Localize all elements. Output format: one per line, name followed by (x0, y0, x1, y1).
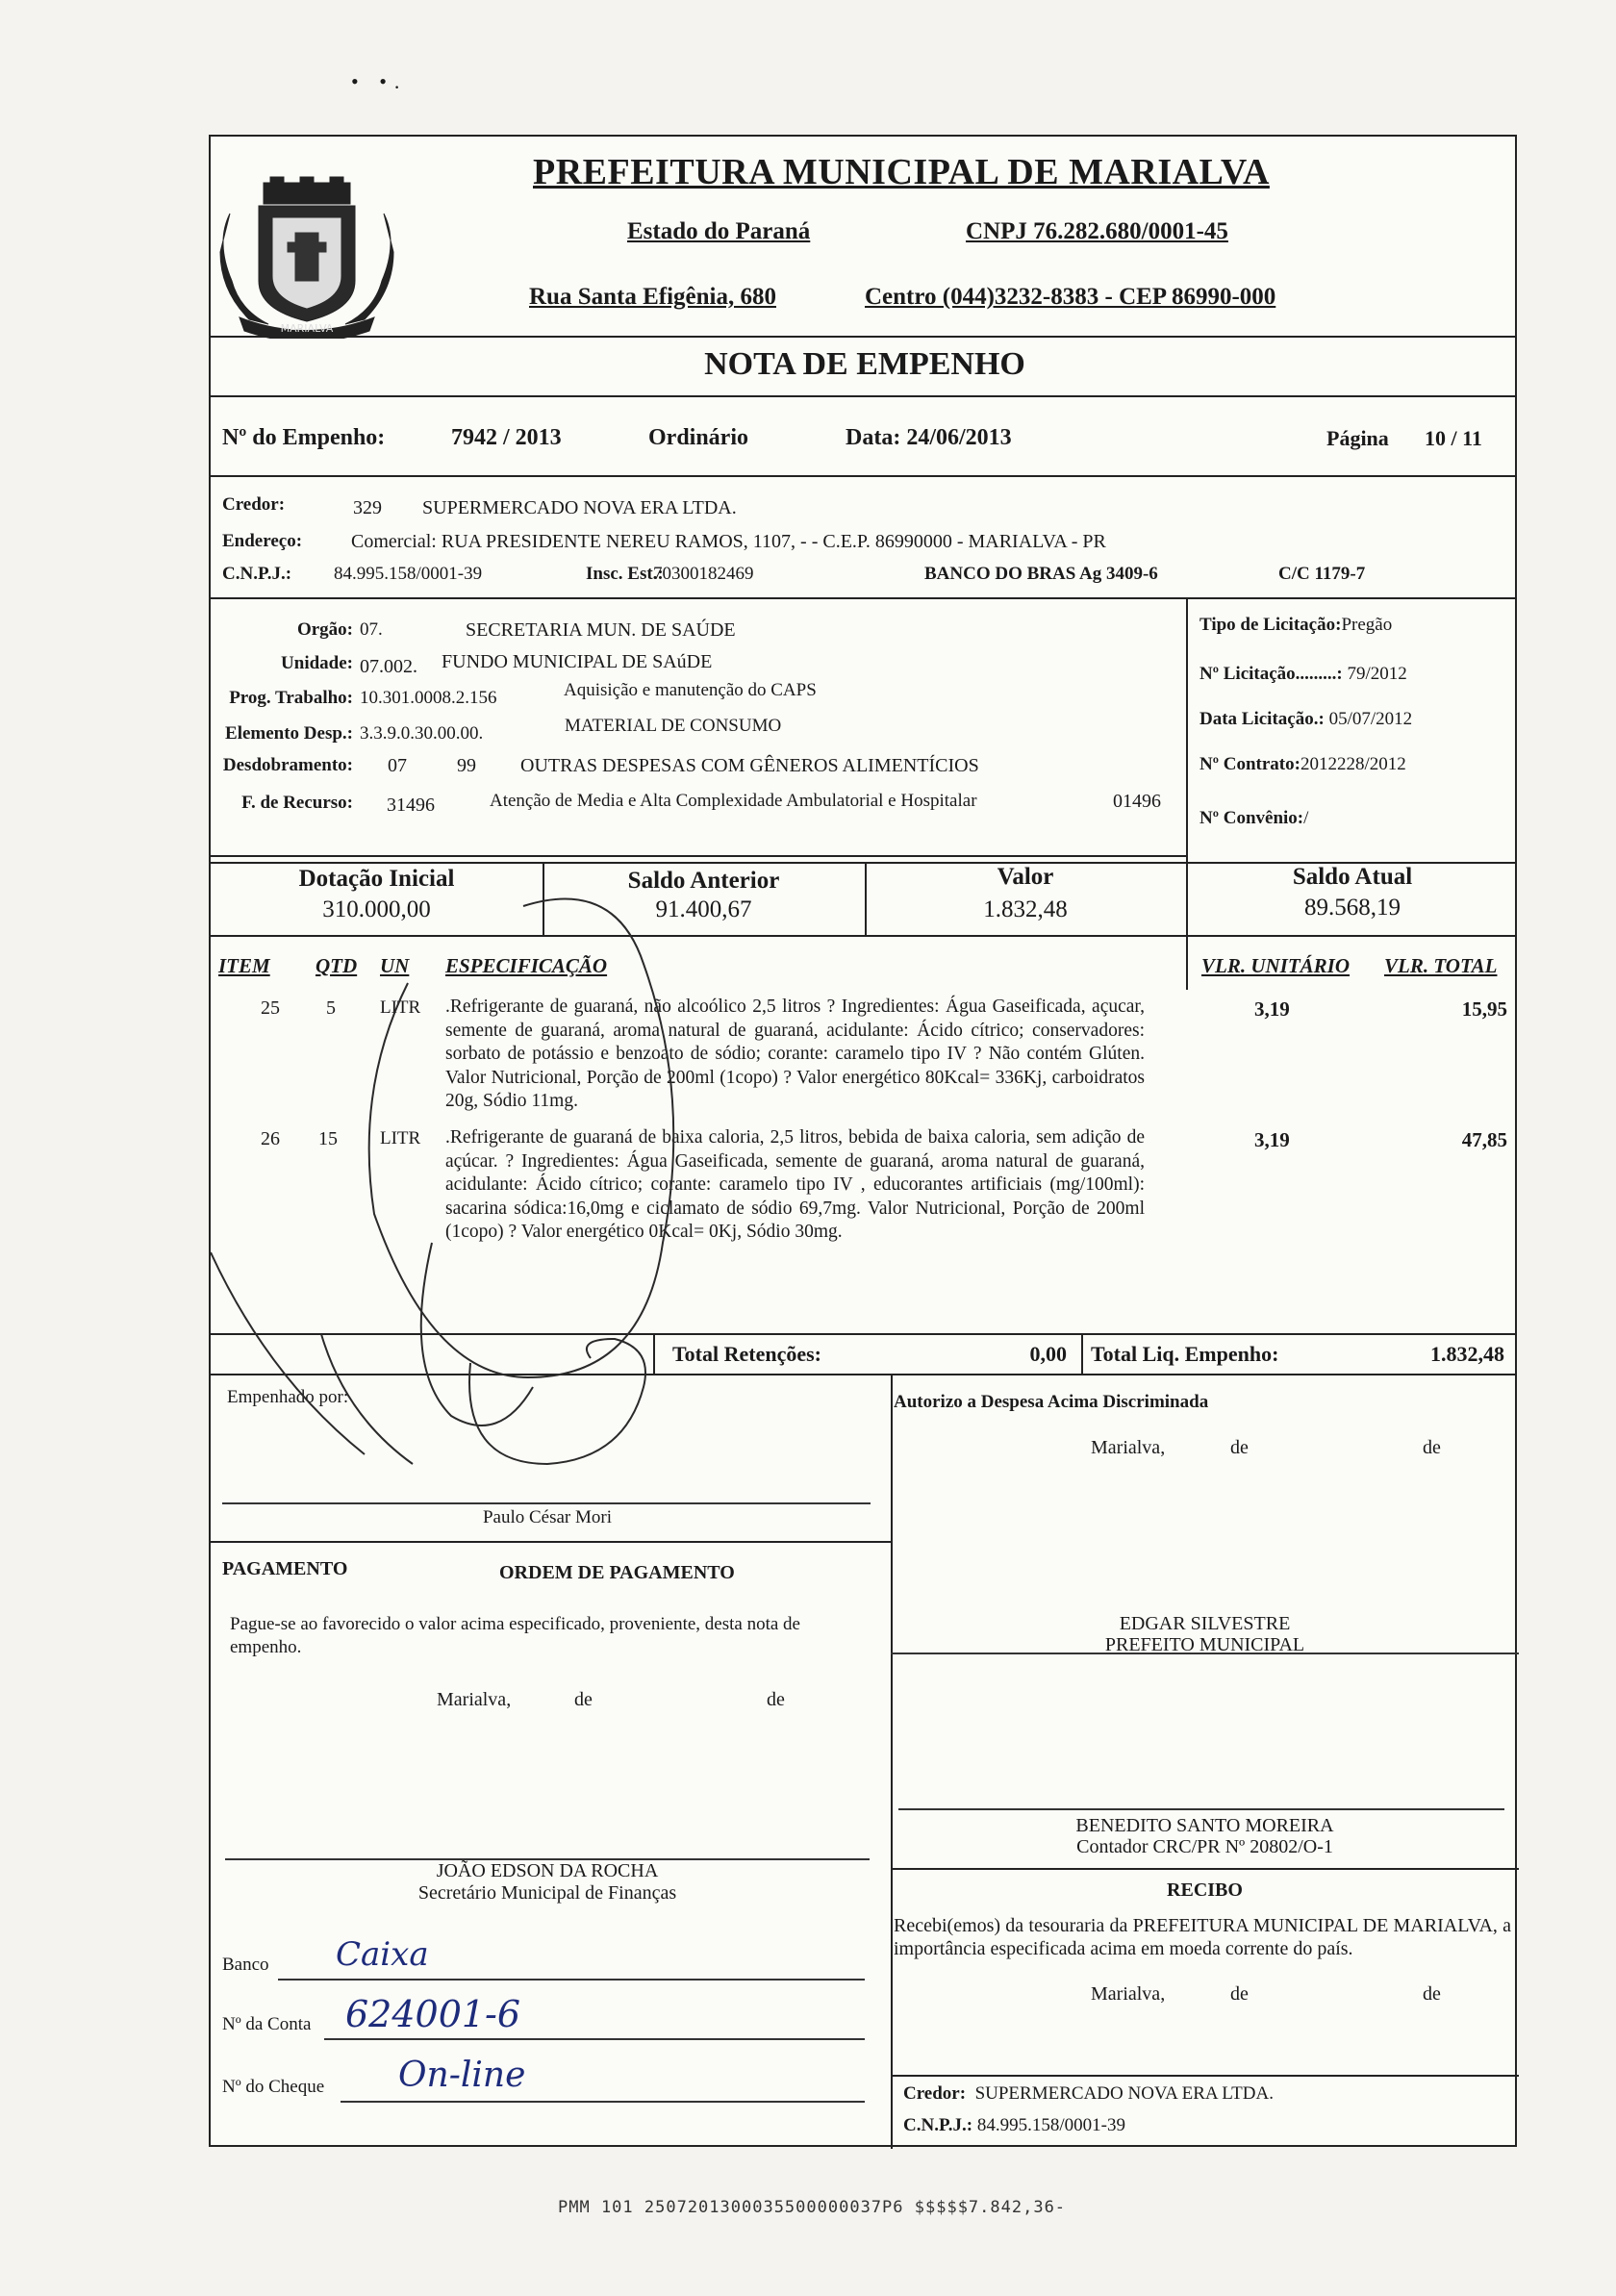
prog-label: Prog. Trabalho: (229, 688, 353, 708)
cheque-label: Nº do Cheque (222, 2077, 325, 2097)
endereco-label: Endereço: (222, 531, 303, 551)
autorizo-title: Autorizo a Despesa Acima Discriminada (894, 1392, 1209, 1412)
document-title: NOTA DE EMPENHO (704, 346, 1025, 382)
recibo-title: RECIBO (1167, 1880, 1243, 1901)
col-un: UN (380, 954, 410, 977)
header-cnpj: CNPJ 76.282.680/0001-45 (966, 218, 1228, 244)
insc-label: Insc. Est.: (586, 564, 664, 584)
pagamento-place: Marialva, (437, 1689, 512, 1710)
valor-value: 1.832,48 (983, 896, 1068, 922)
banco-info: BANCO DO BRAS Ag 3409-6 (924, 564, 1158, 584)
pagamento-de-2: de (767, 1689, 785, 1710)
credor-name: SUPERMERCADO NOVA ERA LTDA. (422, 497, 737, 518)
desdobramento-code-2: 99 (457, 755, 476, 776)
saldo-anterior-label: Saldo Anterior (627, 868, 780, 894)
numero-licitacao: Nº Licitação.........: 79/2012 (1199, 664, 1407, 684)
financas-role: Secretário Municipal de Finanças (417, 1882, 677, 1904)
recibo-de-2: de (1423, 1983, 1441, 2005)
recibo-text: Recebi(emos) da tesouraria da PREFEITURA MUNICIPAL DE MARIALVA, a importância especificada acima em moeda corrente do país. (894, 1915, 1511, 1959)
page-number: 10 / 11 (1425, 426, 1482, 450)
empenho-label: Nº do Empenho: (222, 425, 386, 450)
conta-handwritten: 624001-6 (345, 1993, 521, 2035)
desdobramento-code-1: 07 (388, 755, 407, 776)
page-label: Página (1326, 426, 1389, 450)
unidade-code: 07.002. (360, 656, 417, 677)
prefeito-name: EDGAR SILVESTRE (1119, 1613, 1291, 1634)
empenho-number: 7942 / 2013 (451, 425, 562, 450)
credor-endereco: Comercial: RUA PRESIDENTE NEREU RAMOS, 1107, - - C.E.P. 86990000 - MARIALVA - PR (351, 531, 1106, 552)
unidade-label: Unidade: (281, 653, 353, 673)
item-unit-price: 3,19 (1254, 997, 1290, 1021)
elemento-label: Elemento Desp.: (225, 723, 353, 744)
orgao-name: SECRETARIA MUN. DE SAÚDE (466, 619, 736, 641)
nota-de-empenho-form (209, 135, 1517, 2147)
item-qty: 5 (326, 997, 336, 1019)
financas-name: JOÃO EDSON DA ROCHA (436, 1860, 659, 1881)
contador-role: Contador CRC/PR Nº 20802/O-1 (1076, 1836, 1333, 1857)
prefeito-role: PREFEITO MUNICIPAL (1104, 1634, 1305, 1655)
dotacao-inicial-value: 310.000,00 (322, 896, 431, 922)
item-description: .Refrigerante de guaraná de baixa caloria, 2,5 litros, bebida de baixa caloria, sem adição de açúcar. ? Ingredientes: Água Gaseificada, semente de guaraná, aroma natural de guaraná, acidulante: Ácido cítrico; corante: caramelo tipo IV , educorantes artificiais (mg/100ml): sacarina sódica:16,0mg e ciclamato de sódio 69,7mg. Valor Nutricional, Porção de 200ml (1copo) ? Valor energético 0Kcal= 0Kj, Sódio 30mg. (445, 1127, 1145, 1242)
valor-label: Valor (997, 864, 1054, 890)
empenhado-por-label: Empenhado por: (227, 1387, 349, 1407)
item-qty: 15 (318, 1128, 338, 1149)
total-liquido-value: 1.832,48 (1430, 1342, 1504, 1366)
elemento-code: 3.3.9.0.30.00.00. (360, 723, 484, 744)
item-number: 25 (261, 997, 280, 1019)
empenhado-signer: Paulo César Mori (482, 1507, 613, 1527)
col-qtd: QTD (316, 954, 358, 977)
pagamento-title: PAGAMENTO (222, 1558, 348, 1579)
numero-convenio: Nº Convênio:/ (1199, 808, 1309, 828)
empenho-date: Data: 24/06/2013 (846, 425, 1012, 450)
col-item: ITEM (218, 954, 270, 977)
retencoes-label: Total Retenções: (672, 1342, 821, 1366)
orgao-code: 07. (360, 619, 383, 640)
credor-cnpj: 84.995.158/0001-39 (334, 564, 483, 584)
conta-label: Nº da Conta (222, 2014, 312, 2034)
desdobramento-name: OUTRAS DESPESAS COM GÊNEROS ALIMENTÍCIOS (520, 755, 979, 776)
signature-scribble-icon (211, 137, 1519, 2149)
autorizo-de-1: de (1230, 1437, 1249, 1458)
recurso-label: F. de Recurso: (241, 793, 353, 813)
item-unit: LITR (380, 1128, 421, 1148)
recibo-credor: Credor: SUPERMERCADO NOVA ERA LTDA. (903, 2083, 1274, 2104)
footer-code: PMM 101 2507201300035500000037P6 $$$$$7.842,36- (558, 2198, 1067, 2217)
recibo-de-1: de (1230, 1983, 1249, 2005)
data-licitacao: Data Licitação.: 05/07/2012 (1199, 709, 1413, 729)
orgao-label: Orgão: (296, 619, 353, 640)
saldo-atual-value: 89.568,19 (1304, 895, 1401, 921)
banco-label: Banco (222, 1955, 269, 1975)
total-liquido-label: Total Liq. Empenho: (1091, 1342, 1279, 1366)
prog-name: Aquisição e manutenção do CAPS (564, 680, 817, 700)
tipo-licitacao: Tipo de Licitação:Pregão (1199, 615, 1393, 635)
pagamento-de-1: de (574, 1689, 593, 1710)
item-total: 47,85 (1461, 1128, 1507, 1151)
unidade-name: FUNDO MUNICIPAL DE SAúDE (442, 651, 713, 672)
col-especificacao: ESPECIFICAÇÃO (445, 954, 608, 977)
recurso-code: 31496 (387, 795, 435, 816)
item-number: 26 (261, 1128, 280, 1149)
saldo-anterior-value: 91.400,67 (655, 896, 752, 922)
autorizo-de-2: de (1423, 1437, 1441, 1458)
item-total: 15,95 (1461, 997, 1507, 1021)
item-description: .Refrigerante de guaraná, não alcoólico 2,5 litros ? Ingredientes: Água Gaseificada, açucar, semente de guaraná, aroma natural de guaraná, acidulante: Ácido cítrico; conservadores: sorbato de potássio e benzoato de sódio; corante: caramelo tipo IV ? Não contém Glúten. Valor Nutricional, Porção de 200ml (1copo) ? Valor energético 80Kcal= 336Kj, carboidratos 20g, Sódio 11mg. (445, 997, 1145, 1111)
numero-contrato: Nº Contrato:2012228/2012 (1199, 754, 1406, 774)
insc-value: 70300182469 (653, 564, 754, 584)
header-address: Rua Santa Efigênia, 680 (529, 284, 776, 310)
dotacao-inicial-label: Dotação Inicial (298, 866, 455, 892)
item-unit: LITR (380, 997, 421, 1018)
empenho-type: Ordinário (648, 425, 749, 450)
ordem-pagamento-title: ORDEM DE PAGAMENTO (499, 1562, 735, 1583)
cheque-handwritten: On-line (398, 2056, 526, 2095)
elemento-name: MATERIAL DE CONSUMO (565, 716, 782, 736)
recurso-name: Atenção de Media e Alta Complexidade Ambulatorial e Hospitalar (490, 791, 977, 811)
item-unit-price: 3,19 (1254, 1128, 1290, 1151)
recibo-place: Marialva, (1091, 1983, 1166, 2005)
prog-code: 10.301.0008.2.156 (360, 688, 497, 708)
cnpj-label: C.N.P.J.: (222, 564, 292, 584)
autorizo-place: Marialva, (1091, 1437, 1166, 1458)
header-contact: Centro (044)3232-8383 - CEP 86990-000 (865, 284, 1276, 310)
pagamento-text: Pague-se ao favorecido o valor acima especificado, proveniente, desta nota de empenho. (230, 1614, 800, 1657)
recibo-cnpj: C.N.P.J.: 84.995.158/0001-39 (903, 2115, 1125, 2135)
conta-info: C/C 1179-7 (1278, 564, 1366, 584)
credor-label: Credor: (222, 494, 286, 515)
recurso-code-2: 01496 (1113, 791, 1161, 812)
scan-marks: • •. (351, 69, 408, 93)
credor-code: 329 (353, 497, 382, 518)
retencoes-value: 0,00 (1029, 1342, 1067, 1366)
banco-handwritten: Caixa (336, 1935, 429, 1974)
saldo-atual-label: Saldo Atual (1292, 864, 1413, 890)
crest-banner-text: MARIALVA (280, 322, 334, 335)
col-valor-total: VLR. TOTAL (1384, 954, 1498, 977)
col-valor-unitario: VLR. UNITÁRIO (1201, 954, 1351, 977)
contador-name: BENEDITO SANTO MOREIRA (1075, 1815, 1334, 1836)
state-name: Estado do Paraná (627, 218, 811, 244)
page-title: PREFEITURA MUNICIPAL DE MARIALVA (533, 152, 1270, 192)
desdobramento-label: Desdobramento: (222, 755, 353, 775)
